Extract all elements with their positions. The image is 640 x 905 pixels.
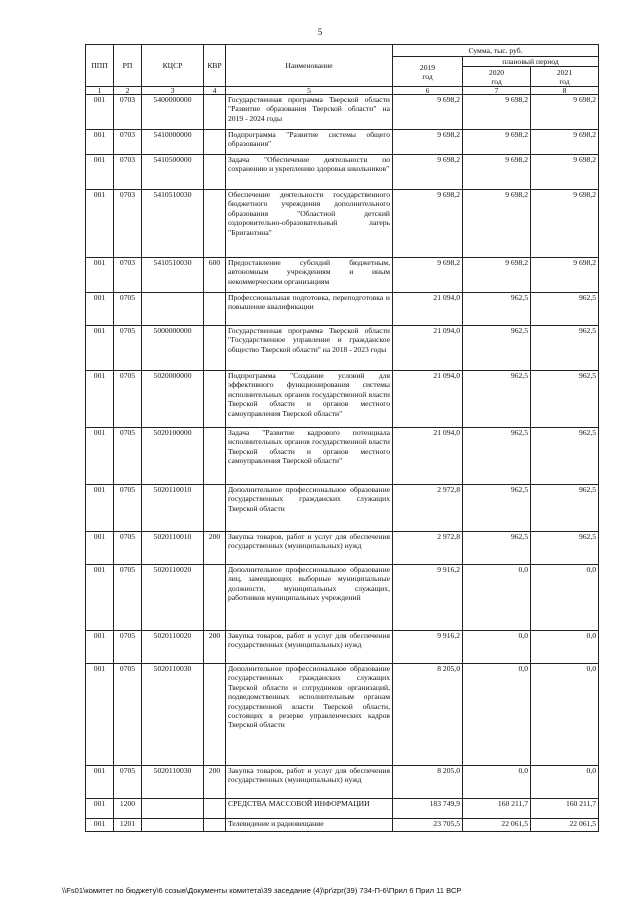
rp-cell: 0705 [114, 371, 142, 428]
value-2021-cell: 962,5 [531, 428, 599, 485]
value-2019-cell: 21 094,0 [393, 293, 463, 326]
column-number-cell: 5 [226, 87, 393, 95]
value-2020-cell: 9 698,2 [463, 95, 531, 130]
ppp-cell: 001 [86, 631, 114, 664]
value-2020-cell: 0,0 [463, 766, 531, 799]
column-number-cell: 4 [204, 87, 226, 95]
ppp-cell: 001 [86, 565, 114, 631]
kcsr-cell: 5020100000 [142, 428, 204, 485]
value-2019-cell: 21 094,0 [393, 326, 463, 371]
name-cell: Профессиональная подготовка, переподготовка и повышение квалификации [226, 293, 393, 326]
rp-cell: 0703 [114, 258, 142, 293]
rp-cell: 0705 [114, 326, 142, 371]
ppp-cell: 001 [86, 371, 114, 428]
value-2021-cell: 22 061,5 [531, 819, 599, 832]
header-2020: 2020 год [463, 67, 531, 87]
value-2021-cell: 0,0 [531, 631, 599, 664]
kvr-cell [204, 664, 226, 766]
header-kvr: КВР [204, 45, 226, 87]
table-row [86, 664, 599, 766]
kvr-cell [204, 799, 226, 819]
value-2019-cell: 9 698,2 [393, 258, 463, 293]
kcsr-cell: 5020110030 [142, 766, 204, 799]
value-2021-cell: 962,5 [531, 485, 599, 532]
table-row [86, 190, 599, 258]
value-2021-cell: 0,0 [531, 664, 599, 766]
kcsr-cell: 5000000000 [142, 326, 204, 371]
kcsr-cell [142, 819, 204, 832]
ppp-cell: 001 [86, 130, 114, 155]
value-2019-cell: 9 698,2 [393, 130, 463, 155]
value-2019-cell: 2 972,8 [393, 532, 463, 565]
value-2020-cell: 0,0 [463, 565, 531, 631]
header-planned-period: плановый период [463, 57, 599, 67]
kvr-cell [204, 326, 226, 371]
table-row [86, 428, 599, 485]
value-2019-cell: 9 916,2 [393, 631, 463, 664]
header-2019: 2019 год [393, 57, 463, 87]
value-2019-cell: 23 705,5 [393, 819, 463, 832]
name-cell: Государственная программа Тверской области "Государственное управление и гражданское общество Тверской области" на 2018 - 2023 годы [226, 326, 393, 371]
name-cell: Закупка товаров, работ и услуг для обеспечения государственных (муниципальных) нужд [226, 766, 393, 799]
kcsr-cell [142, 293, 204, 326]
rp-cell: 0705 [114, 664, 142, 766]
ppp-cell: 001 [86, 485, 114, 532]
kcsr-cell: 5020110020 [142, 565, 204, 631]
kvr-cell [204, 819, 226, 832]
kcsr-cell: 5020110030 [142, 664, 204, 766]
value-2021-cell: 9 698,2 [531, 95, 599, 130]
kcsr-cell: 5410500000 [142, 155, 204, 190]
value-2019-cell: 9 916,2 [393, 565, 463, 631]
table-row [86, 532, 599, 565]
header-2021: 2021 год [531, 67, 599, 87]
table-row [86, 155, 599, 190]
value-2020-cell: 0,0 [463, 631, 531, 664]
kvr-cell [204, 130, 226, 155]
value-2020-cell: 0,0 [463, 664, 531, 766]
rp-cell: 0705 [114, 565, 142, 631]
rp-cell: 0705 [114, 293, 142, 326]
value-2021-cell: 9 698,2 [531, 258, 599, 293]
budget-table [85, 44, 599, 832]
rp-cell: 0705 [114, 766, 142, 799]
table-row [86, 371, 599, 428]
table-row [86, 130, 599, 155]
name-cell: СРЕДСТВА МАССОВОЙ ИНФОРМАЦИИ [226, 799, 393, 819]
value-2020-cell: 22 061,5 [463, 819, 531, 832]
column-number-cell: 3 [142, 87, 204, 95]
kvr-cell: 200 [204, 766, 226, 799]
ppp-cell: 001 [86, 428, 114, 485]
table-row [86, 258, 599, 293]
kcsr-cell: 5410510030 [142, 258, 204, 293]
value-2019-cell: 9 698,2 [393, 155, 463, 190]
ppp-cell: 001 [86, 155, 114, 190]
value-2021-cell: 962,5 [531, 532, 599, 565]
column-numbers-row [86, 87, 599, 95]
kvr-cell: 200 [204, 631, 226, 664]
name-cell: Подпрограмма "Создание условий для эффективного функционирования системы исполнительных органов государственной власти Тверской области и органов местного самоуправления Тверской области" [226, 371, 393, 428]
kvr-cell: 600 [204, 258, 226, 293]
kvr-cell [204, 95, 226, 130]
rp-cell: 0703 [114, 130, 142, 155]
header-rp: РП [114, 45, 142, 87]
kvr-cell [204, 428, 226, 485]
kvr-cell [204, 371, 226, 428]
value-2020-cell: 9 698,2 [463, 130, 531, 155]
kcsr-cell: 5400000000 [142, 95, 204, 130]
table-row [86, 95, 599, 130]
kcsr-cell: 5020000000 [142, 371, 204, 428]
name-cell: Закупка товаров, работ и услуг для обеспечения государственных (муниципальных) нужд [226, 631, 393, 664]
value-2020-cell: 9 698,2 [463, 190, 531, 258]
value-2019-cell: 21 094,0 [393, 371, 463, 428]
name-cell: Закупка товаров, работ и услуг для обеспечения государственных (муниципальных) нужд [226, 532, 393, 565]
value-2021-cell: 0,0 [531, 565, 599, 631]
kvr-cell: 200 [204, 532, 226, 565]
table-row [86, 293, 599, 326]
rp-cell: 0705 [114, 485, 142, 532]
value-2020-cell: 962,5 [463, 532, 531, 565]
value-2019-cell: 21 094,0 [393, 428, 463, 485]
value-2020-cell: 962,5 [463, 293, 531, 326]
ppp-cell: 001 [86, 532, 114, 565]
kvr-cell [204, 155, 226, 190]
name-cell: Телевидение и радиовещание [226, 819, 393, 832]
kcsr-cell: 5020110020 [142, 631, 204, 664]
ppp-cell: 001 [86, 799, 114, 819]
value-2020-cell: 160 211,7 [463, 799, 531, 819]
value-2020-cell: 962,5 [463, 371, 531, 428]
rp-cell: 0703 [114, 155, 142, 190]
value-2020-cell: 962,5 [463, 326, 531, 371]
value-2019-cell: 8 205,0 [393, 664, 463, 766]
value-2019-cell: 183 749,9 [393, 799, 463, 819]
rp-cell: 0705 [114, 631, 142, 664]
table-row [86, 819, 599, 832]
column-number-cell: 2 [114, 87, 142, 95]
table-row [86, 565, 599, 631]
header-ppp: ППП [86, 45, 114, 87]
ppp-cell: 001 [86, 95, 114, 130]
ppp-cell: 001 [86, 326, 114, 371]
name-cell: Задача "Развитие кадрового потенциала исполнительных органов государственной власти Тверской области и органов местного самоуправления Тверской области" [226, 428, 393, 485]
column-number-cell: 7 [463, 87, 531, 95]
value-2021-cell: 9 698,2 [531, 190, 599, 258]
value-2021-cell: 9 698,2 [531, 130, 599, 155]
value-2020-cell: 9 698,2 [463, 258, 531, 293]
name-cell: Дополнительное профессиональное образование государственных гражданских служащих Тверской области и сотрудников организаций, подведомственных исполнительным органам государственной власти Тверской области, состоящих в резерве управленческих кадров Тверской области [226, 664, 393, 766]
ppp-cell: 001 [86, 293, 114, 326]
rp-cell: 0705 [114, 428, 142, 485]
column-number-cell: 6 [393, 87, 463, 95]
rp-cell: 1200 [114, 799, 142, 819]
rp-cell: 0703 [114, 190, 142, 258]
table-row [86, 326, 599, 371]
kcsr-cell: 5020110010 [142, 532, 204, 565]
value-2021-cell: 9 698,2 [531, 155, 599, 190]
value-2020-cell: 962,5 [463, 485, 531, 532]
kcsr-cell [142, 799, 204, 819]
kvr-cell [204, 565, 226, 631]
kcsr-cell: 5020110010 [142, 485, 204, 532]
value-2019-cell: 9 698,2 [393, 190, 463, 258]
name-cell: Государственная программа Тверской области "Развитие образования Тверской области" на 2019 - 2024 годы [226, 95, 393, 130]
name-cell: Предоставление субсидий бюджетным, автономным учреждениям и иным некоммерческим организациям [226, 258, 393, 293]
rp-cell: 0703 [114, 95, 142, 130]
kcsr-cell: 5410000000 [142, 130, 204, 155]
kvr-cell [204, 190, 226, 258]
name-cell: Дополнительное профессиональное образование государственных гражданских служащих Тверской области [226, 485, 393, 532]
kcsr-cell: 5410510030 [142, 190, 204, 258]
value-2021-cell: 0,0 [531, 766, 599, 799]
rp-cell: 1201 [114, 819, 142, 832]
value-2021-cell: 962,5 [531, 371, 599, 428]
rp-cell: 0705 [114, 532, 142, 565]
header-sum: Сумма, тыс. руб. [393, 45, 599, 57]
value-2021-cell: 962,5 [531, 293, 599, 326]
ppp-cell: 001 [86, 766, 114, 799]
value-2019-cell: 2 972,8 [393, 485, 463, 532]
footer-file-path: \\Fs01\комитет по бюджету\6 созыв\Документы комитета\39 заседание (4)\pr\zpr(39) 734-П-6\Прил 6 Прил 11 ВСР [62, 886, 462, 895]
ppp-cell: 001 [86, 819, 114, 832]
table-row [86, 485, 599, 532]
table-row [86, 799, 599, 819]
page-number: 5 [317, 27, 323, 37]
ppp-cell: 001 [86, 664, 114, 766]
ppp-cell: 001 [86, 258, 114, 293]
value-2021-cell: 160 211,7 [531, 799, 599, 819]
table-row [86, 631, 599, 664]
name-cell: Обеспечение деятельности государственного бюджетного учреждения дополнительного образования "Областной детский оздоровительно-образовательный лагерь "Бригантина" [226, 190, 393, 258]
value-2020-cell: 962,5 [463, 428, 531, 485]
header-kcsr: КЦСР [142, 45, 204, 87]
value-2021-cell: 962,5 [531, 326, 599, 371]
column-number-cell: 8 [531, 87, 599, 95]
table-row [86, 766, 599, 799]
name-cell: Дополнительное профессиональное образование лиц, замещающих выборные муниципальные должности, муниципальных служащих, работников муниципальных учреждений [226, 565, 393, 631]
header-name: Наименование [226, 45, 393, 87]
name-cell: Подпрограмма "Развитие системы общего образования" [226, 130, 393, 155]
value-2019-cell: 8 205,0 [393, 766, 463, 799]
value-2019-cell: 9 698,2 [393, 95, 463, 130]
name-cell: Задача "Обеспечение деятельности по сохранению и укреплению здоровья школьников" [226, 155, 393, 190]
kvr-cell [204, 293, 226, 326]
kvr-cell [204, 485, 226, 532]
value-2020-cell: 9 698,2 [463, 155, 531, 190]
column-number-cell: 1 [86, 87, 114, 95]
ppp-cell: 001 [86, 190, 114, 258]
